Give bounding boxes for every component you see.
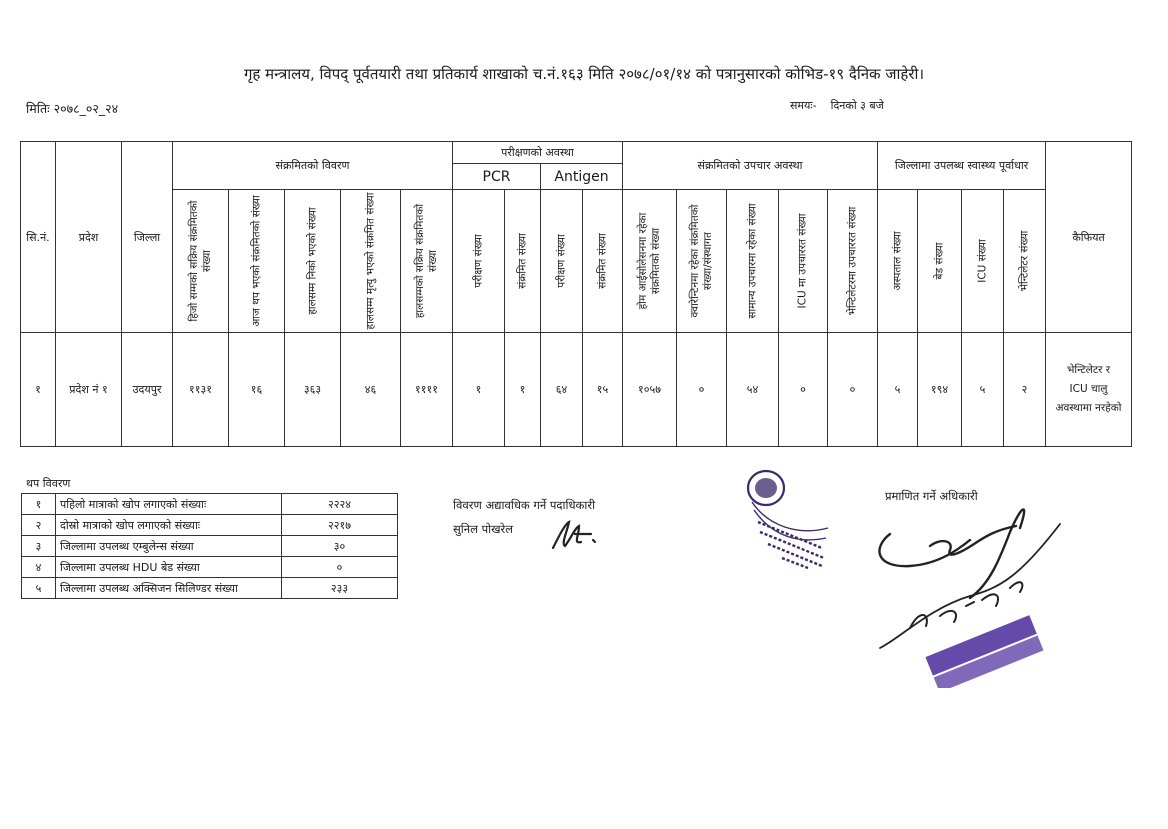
col-header: परीक्षण संख्या [541,190,583,333]
updater-name: सुनिल पोखरेल [453,522,514,536]
extra-sn: १ [22,494,56,515]
col-remarks-header: कैफियत [1046,142,1132,333]
table-row [22,557,398,578]
table-cell: ५ [878,333,918,447]
report-date: मितिः २०७८_०२_२४ [26,101,119,116]
col-header: अस्पताल संख्या [878,190,918,333]
certifier-signature-stamp [870,488,1070,688]
extra-value: ३० [282,536,398,557]
extra-label: जिल्लामा उपलब्ध अक्सिजन सिलिण्डर संख्या [56,578,282,599]
col-sn-header: सि.नं. [21,142,56,333]
updater-title: विवरण अद्यावधिक गर्ने पदाधिकारी [453,498,596,512]
table-cell: १ [453,333,505,447]
table-cell: ० [677,333,727,447]
table-cell: १०५७ [623,333,677,447]
table-cell: ११३१ [173,333,229,447]
extra-sn: २ [22,515,56,536]
table-cell: ११११ [401,333,453,447]
cell-sn: १ [21,333,56,447]
extra-sn: ३ [22,536,56,557]
extra-value: २२२४ [282,494,398,515]
extra-label: पहिलो मात्राको खोप लगाएको संख्याः [56,494,282,515]
antigen-header: Antigen [541,164,623,190]
col-header: आज थप भएको संक्रमितको संख्या [229,190,285,333]
table-cell: ५ [962,333,1004,447]
infected-group-header: संक्रमितको विवरण [173,142,453,190]
table-cell: ० [828,333,878,447]
table-cell: २ [1004,333,1046,447]
report-title: गृह मन्त्रालय, विपद् पूर्वतयारी तथा प्रतिकार्य शाखाको च.नं.१६३ मिति २०७८/०१/१४ को पत्रानुसारको कोभिड-१९ दैनिक जाहेरी। [243,65,925,83]
table-row [22,578,398,599]
remarks-line: अवस्थामा नरहेको [1055,402,1122,414]
extra-value: २३३ [282,578,398,599]
treatment-group-header: संक्रमितको उपचार अवस्था [623,142,878,190]
cell-remarks [1046,333,1132,447]
covid-report-table [20,141,1132,447]
extra-details-title: थप विवरण [26,477,71,490]
report-time [790,98,884,113]
time-value: दिनको ३ बजे [830,99,884,112]
extra-value: ० [282,557,398,578]
col-header: हालसम्म मृत्यु भएको संक्रमित संख्या [341,190,401,333]
col-header: संक्रमित संख्या [583,190,623,333]
certifier-title: प्रमाणित गर्ने अधिकारी [885,489,978,503]
col-header: होम आईसोलेसनमा रहेका संक्रमितको संख्या [623,190,677,333]
col-header: क्वारेन्टिनमा रहेका संक्रमितको संख्या/संस्थागत [677,190,727,333]
health-group-header: जिल्लामा उपलब्ध स्वास्थ्य पूर्वाधार [878,142,1046,190]
table-cell: ३६३ [285,333,341,447]
table-cell: ५४ [727,333,779,447]
col-district-header: जिल्ला [122,142,173,333]
table-cell: १६ [229,333,285,447]
col-header: ICU मा उपचाररत संख्या [779,190,828,333]
col-header: बेड संख्या [918,190,962,333]
col-header: भेन्टिलेटर संख्या [1004,190,1046,333]
col-header: हालसम्मको सक्रिय संक्रमितको संख्या [401,190,453,333]
col-header: ICU संख्या [962,190,1004,333]
time-label: समयः- [790,99,817,112]
remarks-line: ICU चालु [1069,383,1108,395]
col-header: भेन्टिलेटरमा उपचाररत संख्या [828,190,878,333]
table-row [22,536,398,557]
remarks-line: भेन्टिलेटर र [1067,364,1111,376]
table-row [22,494,398,515]
table-cell: ० [779,333,828,447]
extra-label: जिल्लामा उपलब्ध एम्बुलेन्स संख्या [56,536,282,557]
extra-sn: ५ [22,578,56,599]
col-header: संक्रमित संख्या [505,190,541,333]
table-row [22,515,398,536]
table-cell: १९४ [918,333,962,447]
extra-details-table [21,493,398,599]
table-cell: १ [505,333,541,447]
testing-group-header: परीक्षणको अवस्था [453,142,623,164]
table-cell: ६४ [541,333,583,447]
col-header: परीक्षण संख्या [453,190,505,333]
col-header: हिजो सम्मको सक्रिय संक्रमितको संख्या [173,190,229,333]
col-province-header: प्रदेश [56,142,122,333]
updater-signature [545,518,605,554]
pcr-header: PCR [453,164,541,190]
table-row [21,333,1132,447]
office-seal [738,466,838,576]
table-cell: ४६ [341,333,401,447]
extra-label: दोस्रो मात्राको खोप लगाएको संख्याः [56,515,282,536]
table-cell: १५ [583,333,623,447]
extra-sn: ४ [22,557,56,578]
extra-value: २२१७ [282,515,398,536]
cell-district: उदयपुर [122,333,173,447]
cell-province: प्रदेश नं १ [56,333,122,447]
col-header: हालसम्म निको भएको संख्या [285,190,341,333]
extra-label: जिल्लामा उपलब्ध HDU बेड संख्या [56,557,282,578]
col-header: सामान्य उपचारमा रहेका संख्या [727,190,779,333]
